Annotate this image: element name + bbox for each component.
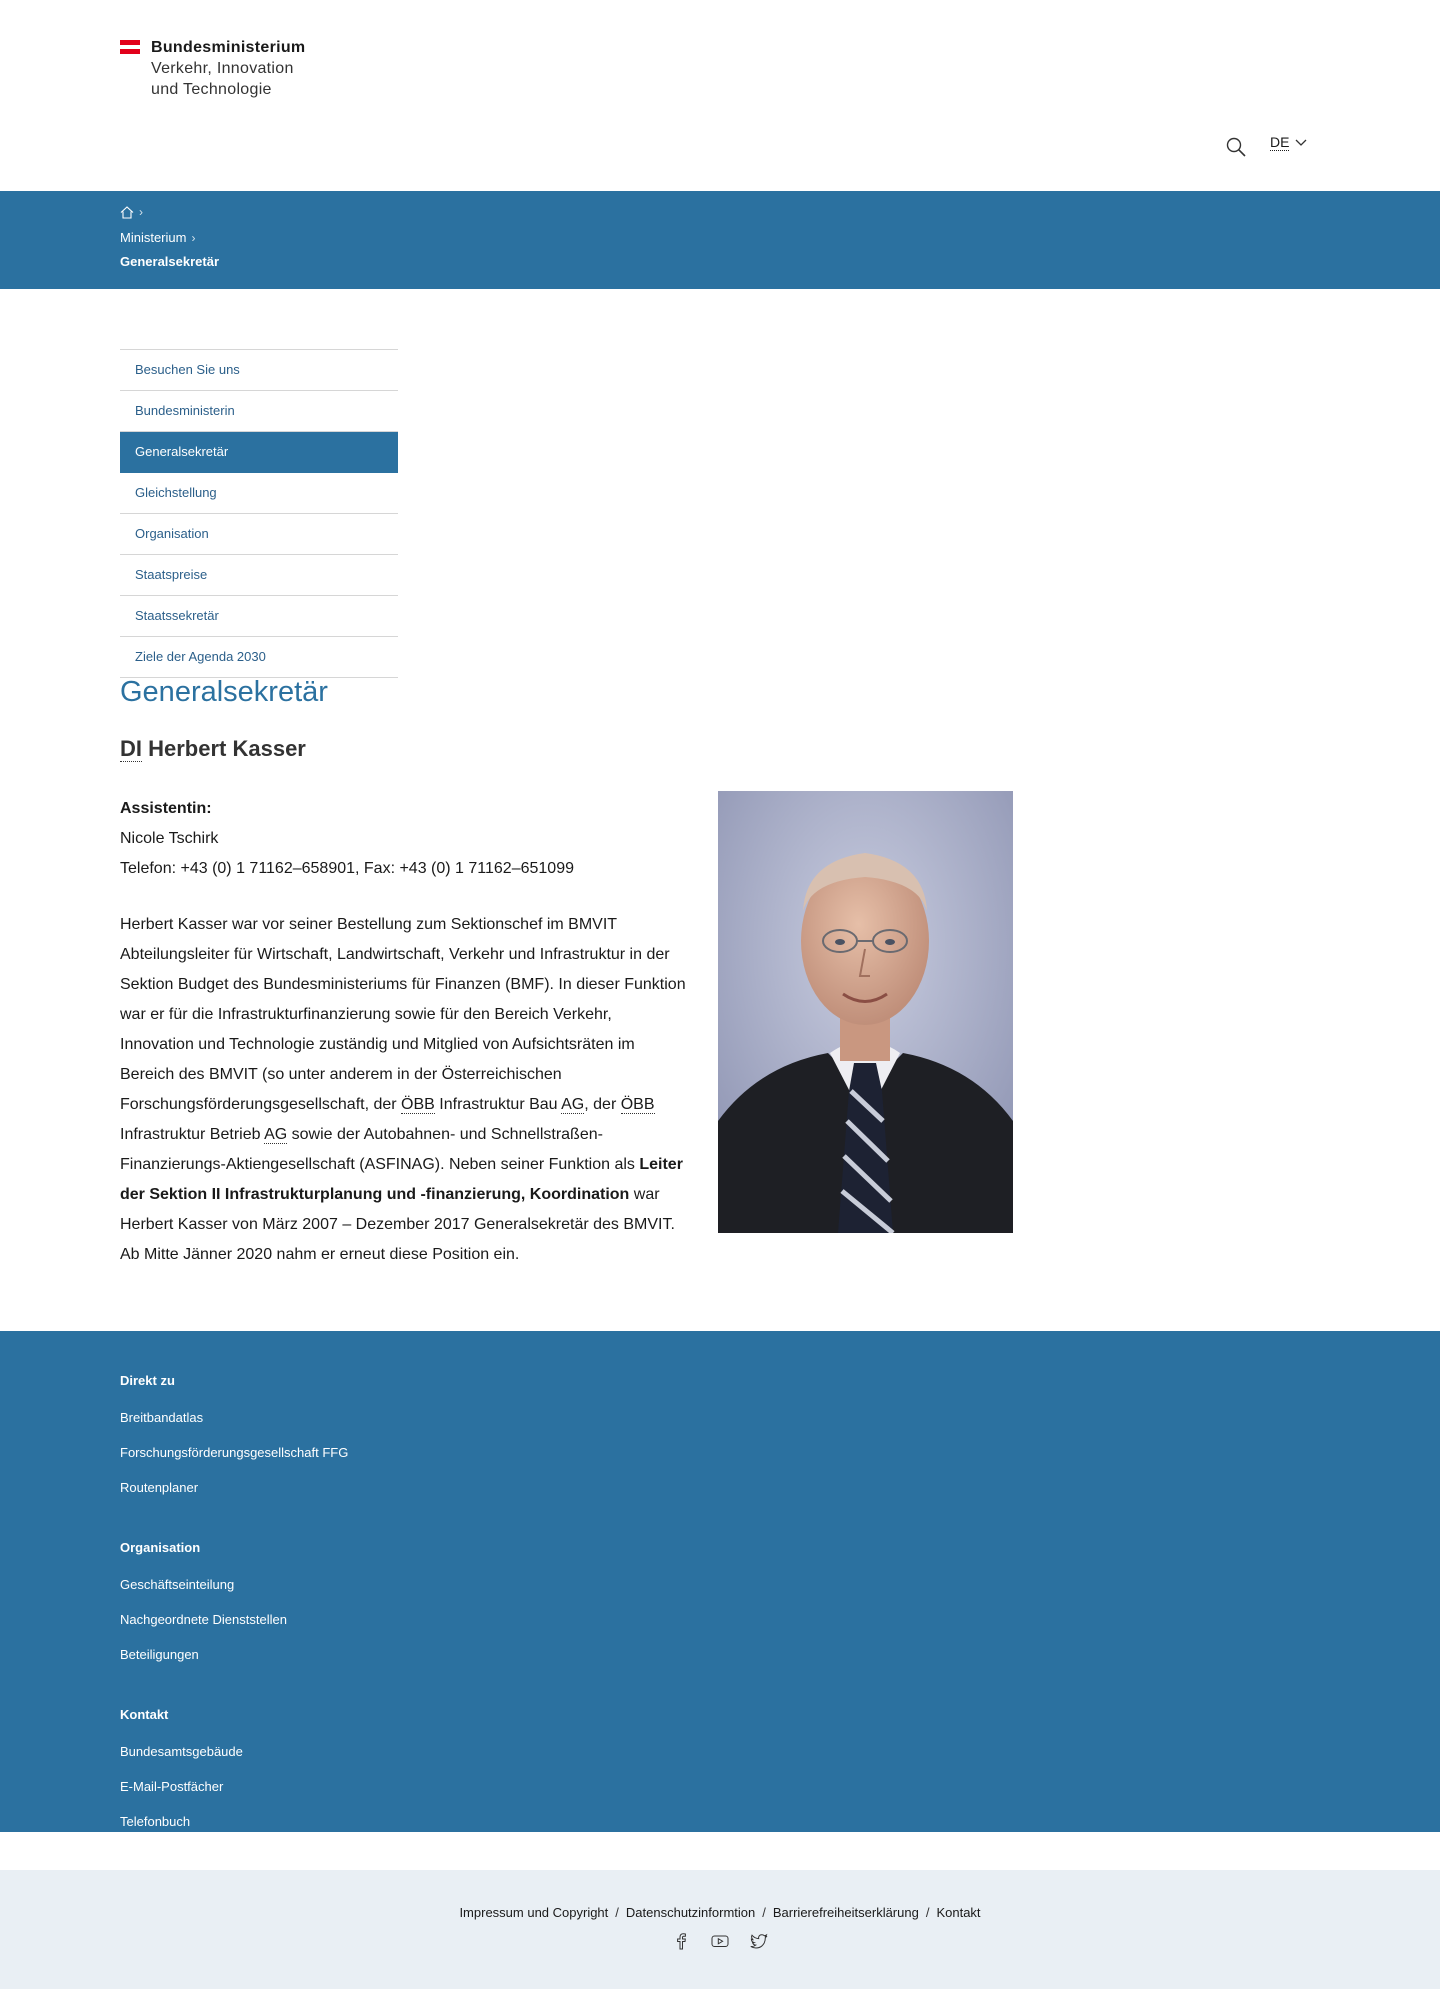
footer-heading-direkt: Direkt zu [120,1373,175,1388]
subnav-item-besuchen[interactable]: Besuchen Sie uns [120,350,398,391]
link-kontakt[interactable]: Kontakt [936,1905,981,1920]
legal-bar [0,1870,1440,1989]
person-name: DI Herbert Kasser [120,736,306,761]
abbr-ag[interactable]: AG [264,1126,288,1143]
abbr-obb[interactable]: ÖBB [620,1096,655,1113]
youtube-icon[interactable] [711,1932,729,1950]
search-icon[interactable] [1225,136,1247,158]
ministry-logo[interactable] [120,38,305,100]
footer-link-email-postfaecher[interactable]: E-Mail-Postfächer [120,1779,224,1794]
chevron-right-icon: › [191,230,196,245]
footer-link-breitbandatlas[interactable]: Breitbandatlas [120,1410,204,1425]
assistant-label: Assistentin: [120,800,212,817]
page-title: Generalsekretär [120,676,328,708]
phone-fax: Telefon: +43 (0) 1 71162–658901, Fax: +43 (0) 1 71162–651099 [120,860,574,877]
footer-link-telefonbuch[interactable]: Telefonbuch [120,1814,191,1829]
subnav-item-agenda-2030[interactable]: Ziele der Agenda 2030 [120,637,398,678]
biography-text: Herbert Kasser war vor seiner Bestellung zum Sektionschef im BMVIT Abteilungsleiter für Wirtschaft, Landwirtschaft, Verkehr und Infrastruktur in der Sektion Budget des Bundesministeriums für Finanzen (BMF). In dieser Funktion war er für die Infrastrukturfinanzierung sowie für den Bereich Verkehr, Innovation und Technologie zuständig und Mitglied von Aufsichtsräten im Bereich des BMVIT (so unter anderem in der Österreichischen Forschungsförderungsgesellschaft, der ÖBB Infrastruktur Bau AG, der ÖBB Infrastruktur Betrieb AG sowie der Autobahnen- und Schnellstraßen-Finanzierungs-Aktiengesellschaft (ASFINAG). Neben seiner Funktion als Leiter der Sektion II Infrastrukturplanung und -finanzierung, Koordination war Herbert Kasser von März 2007 – Dezember 2017 Generalsekretär des BMVIT. Ab Mitte Jänner 2020 nahm er erneut diese Position ein. [120,916,686,1263]
subnav-item-staatssekretaer[interactable]: Staatssekretär [120,596,398,637]
footer-link-routenplaner[interactable]: Routenplaner [120,1480,199,1495]
subnav-item-organisation[interactable]: Organisation [120,514,398,555]
footer-link-bundesamtsgebaeude[interactable]: Bundesamtsgebäude [120,1744,243,1759]
logo-line-2: Verkehr, Innovation [151,60,294,77]
breadcrumb-item-current: Generalsekretär [120,254,220,269]
language-label: DE [1270,134,1290,150]
subnav-item-gleichstellung[interactable]: Gleichstellung [120,473,398,514]
abbr-ag[interactable]: AG [561,1096,585,1113]
bio-emphasis: Leiter der Sektion II Infrastrukturplanung und -finanzierung, Koordination [120,1156,683,1203]
logo-line-3: und Technologie [151,81,272,98]
subnav-item-bundesministerin[interactable]: Bundesministerin [120,391,398,432]
language-selector[interactable] [1270,134,1307,151]
chevron-down-icon [1295,139,1307,147]
section-subnav [120,349,398,678]
title-abbreviation[interactable]: DI [120,736,142,761]
assistant-contact [120,794,574,884]
footer-heading-kontakt: Kontakt [120,1707,169,1722]
legal-links: Impressum und Copyright / Datenschutzinformtion / Barrierefreiheitserklärung / Kontakt [459,1905,981,1920]
chevron-right-icon: › [139,205,143,219]
footer-heading-organisation: Organisation [120,1540,201,1555]
twitter-icon[interactable] [750,1932,768,1950]
footer-link-ffg[interactable]: Forschungsförderungsgesellschaft FFG [120,1445,349,1460]
home-icon [120,206,134,219]
footer-link-geschaeftseinteilung[interactable]: Geschäftseinteilung [120,1577,235,1592]
subnav-item-generalsekretaer[interactable]: Generalsekretär [120,432,398,473]
facebook-icon[interactable] [672,1932,690,1950]
portrait-photo [718,791,1013,1233]
link-barrierefreiheit[interactable]: Barrierefreiheitserklärung [772,1905,919,1920]
abbr-obb[interactable]: ÖBB [401,1096,435,1113]
link-datenschutz[interactable]: Datenschutzinformtion [625,1905,756,1920]
breadcrumb-item-ministerium[interactable]: Ministerium › [120,230,196,245]
footer-link-beteiligungen[interactable]: Beteiligungen [120,1647,199,1662]
austria-flag-icon [120,40,140,56]
subnav-item-staatspreise[interactable]: Staatspreise [120,555,398,596]
site-header [0,0,1440,191]
breadcrumb-home[interactable] [120,205,143,219]
link-impressum[interactable]: Impressum und Copyright [459,1905,609,1920]
footer-link-dienststellen[interactable]: Nachgeordnete Dienststellen [120,1612,287,1627]
logo-line-1: Bundesministerium [151,39,306,56]
assistant-name: Nicole Tschirk [120,830,219,847]
breadcrumb [0,191,1440,289]
